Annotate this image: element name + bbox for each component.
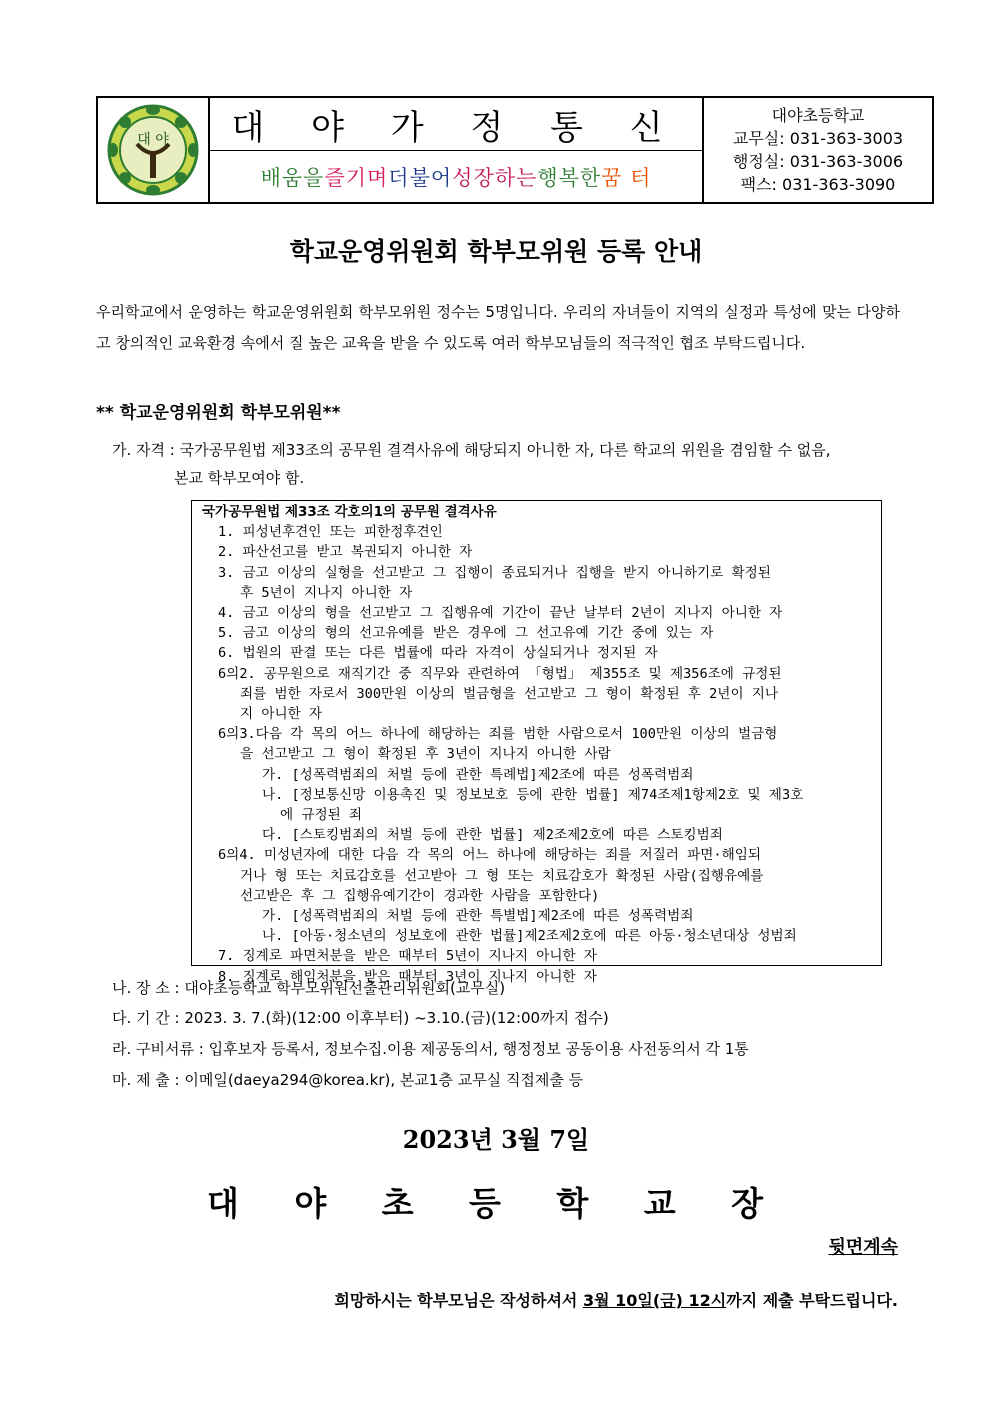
principal-signature: 대 야 초 등 학 교 장 xyxy=(206,1184,786,1223)
disqualification-line: 1. 피성년후견인 또는 피한정후견인 xyxy=(218,524,443,541)
box-heading: 국가공무원법 제33조 각호의1의 공무원 결격사유 xyxy=(202,504,497,520)
disqualification-line: 5. 금고 이상의 형의 선고유예를 받은 경우에 그 선고유예 기간 중에 있는 자 xyxy=(218,625,714,642)
disqualification-line: 6의3.다음 각 목의 어느 하나에 해당하는 죄를 범한 사람으로서 100만원 이상의 벌금형 xyxy=(218,726,778,743)
closing-note xyxy=(334,1288,898,1311)
disqualification-line: 거나 형 또는 치료감호를 선고받아 그 형 또는 치료감호가 확정된 사람(집행유예를 xyxy=(240,867,764,884)
section-heading: ** 학교운영위원회 학부모위원** xyxy=(96,403,341,423)
documents-item: 라. 구비서류 : 입후보자 등록서, 정보수집.이용 제공동의서, 행정정보 공동이용 사전동의서 각 1통 xyxy=(112,1040,749,1058)
disqualification-line: 2. 파산선고를 받고 복권되지 아니한 자 xyxy=(218,544,473,561)
submit-item: 마. 제 출 : 이메일(daeya294@korea.kr), 본교1층 교무실 직접제출 등 xyxy=(112,1071,584,1089)
school-name: 대야초등학교 xyxy=(771,106,865,125)
disqualification-line: 죄를 범한 자로서 300만원 이상의 벌금형을 선고받고 그 형이 확정된 후 2년이 지나 xyxy=(240,685,779,702)
slogan-word: 즐기며 xyxy=(324,165,389,190)
disqualification-line: 7. 징계로 파면처분을 받은 때부터 5년이 지나지 아니한 자 xyxy=(218,948,597,965)
slogan-word: 더불어 xyxy=(388,165,453,190)
disqualification-line: 나. [아동·청소년의 성보호에 관한 법률]제2조제2호에 따른 아동·청소년대상 성범죄 xyxy=(262,928,797,945)
disqualification-line: 후 5년이 지나지 아니한 자 xyxy=(240,584,413,601)
tree-emblem-icon xyxy=(107,104,199,196)
place-item: 나. 장 소 : 대야초등학교 학부모위원선출관리위원회(교무실) xyxy=(112,979,506,997)
newsletter-header xyxy=(96,96,934,204)
disqualification-line: 나. [정보통신망 이용촉진 및 정보보호 등에 관한 법률] 제74조제1항제2호 및 제3호 xyxy=(262,786,804,803)
continued-note: 뒷면계속 xyxy=(828,1237,898,1258)
closing-text: 까지 제출 부탁드립니다. xyxy=(726,1291,898,1310)
slogan-word: 꿈 터 xyxy=(601,165,652,190)
document-title: 학교운영위원회 학부모위원 등록 안내 xyxy=(289,237,703,266)
disqualification-line: 6의2. 공무원으로 재직기간 중 직무와 관련하여 「형법」 제355조 및 제356조에 규정된 xyxy=(218,665,782,682)
disqualification-line: 4. 금고 이상의 형을 선고받고 그 집행유예 기간이 끝난 날부터 2년이 지나지 아니한 자 xyxy=(218,605,783,622)
disqualification-line: 다. [스토킹범죄의 처벌 등에 관한 법률] 제2조제2호에 따른 스토킹범죄 xyxy=(262,827,723,844)
closing-text: 희망하시는 학부모님은 작성하셔서 xyxy=(334,1291,583,1310)
qualification-line: 가. 자격 : 국가공무원법 제33조의 공무원 결격사유에 해당되지 아니한 자, 다른 학교의 위원을 겸임할 수 없음, xyxy=(112,441,831,459)
disqualification-line: 지 아니한 자 xyxy=(240,706,323,723)
slogan-word: 배움을 xyxy=(260,165,325,190)
admin-phone: 행정실: 031-363-3006 xyxy=(732,152,904,171)
slogan-word: 성장하는 xyxy=(452,165,538,190)
slogan-word: 행복한 xyxy=(537,165,602,190)
disqualification-line: 3. 금고 이상의 실형을 선고받고 그 집행이 종료되거나 집행을 받지 아니하기로 확정된 xyxy=(218,564,771,581)
office-phone: 교무실: 031-363-3003 xyxy=(732,129,904,148)
disqualification-line: 6. 법원의 판결 또는 다른 법률에 따라 자격이 상실되거나 정지된 자 xyxy=(218,645,658,662)
newsletter-title: 대 야 가 정 통 신 xyxy=(210,98,702,151)
deadline-text: 3월 10일(금) 12시 xyxy=(582,1291,727,1310)
period-item: 다. 기 간 : 2023. 3. 7.(화)(12:00 이후부터) ~3.10.(금)(12:00까지 접수) xyxy=(112,1009,609,1027)
qualification-item xyxy=(112,436,900,492)
disqualification-line: 을 선고받고 그 형이 확정된 후 3년이 지나지 아니한 사람 xyxy=(240,746,611,763)
qualification-line: 본교 학부모여야 함. xyxy=(174,469,305,487)
disqualification-line: 가. [성폭력범죄의 처벌 등에 관한 특별법]제2조에 따른 성폭력범죄 xyxy=(262,908,694,925)
disqualification-line: 8. 징계로 해임처분을 받은 때부터 3년이 지나지 아니한 자 xyxy=(218,968,597,985)
school-slogan xyxy=(210,151,702,202)
fax-number: 팩스: 031-363-3090 xyxy=(740,175,896,194)
issue-date: 2023년 3월 7일 xyxy=(402,1125,590,1154)
svg-text:대 야: 대 야 xyxy=(137,132,169,148)
school-contact xyxy=(704,98,932,202)
school-logo xyxy=(98,98,210,202)
disqualification-line: 에 규정된 죄 xyxy=(280,807,363,824)
disqualification-line: 선고받은 후 그 집행유예기간이 경과한 사람을 포함한다) xyxy=(240,887,600,904)
intro-paragraph: 우리학교에서 운영하는 학교운영위원회 학부모위원 정수는 5명입니다. 우리의 자녀들이 지역의 실정과 특성에 맞는 다양하고 창의적인 교육환경 속에서 질 높은 교육을 받을 수 있도록 여러 학부모님들의 적극적인 협조 부탁드립니다. xyxy=(96,303,900,352)
disqualification-line: 6의4. 미성년자에 대한 다음 각 목의 어느 하나에 해당하는 죄를 저질러 파면·해임되 xyxy=(218,847,761,864)
disqualification-line: 가. [성폭력범죄의 처벌 등에 관한 특례법]제2조에 따른 성폭력범죄 xyxy=(262,766,694,783)
disqualification-box xyxy=(191,500,882,985)
